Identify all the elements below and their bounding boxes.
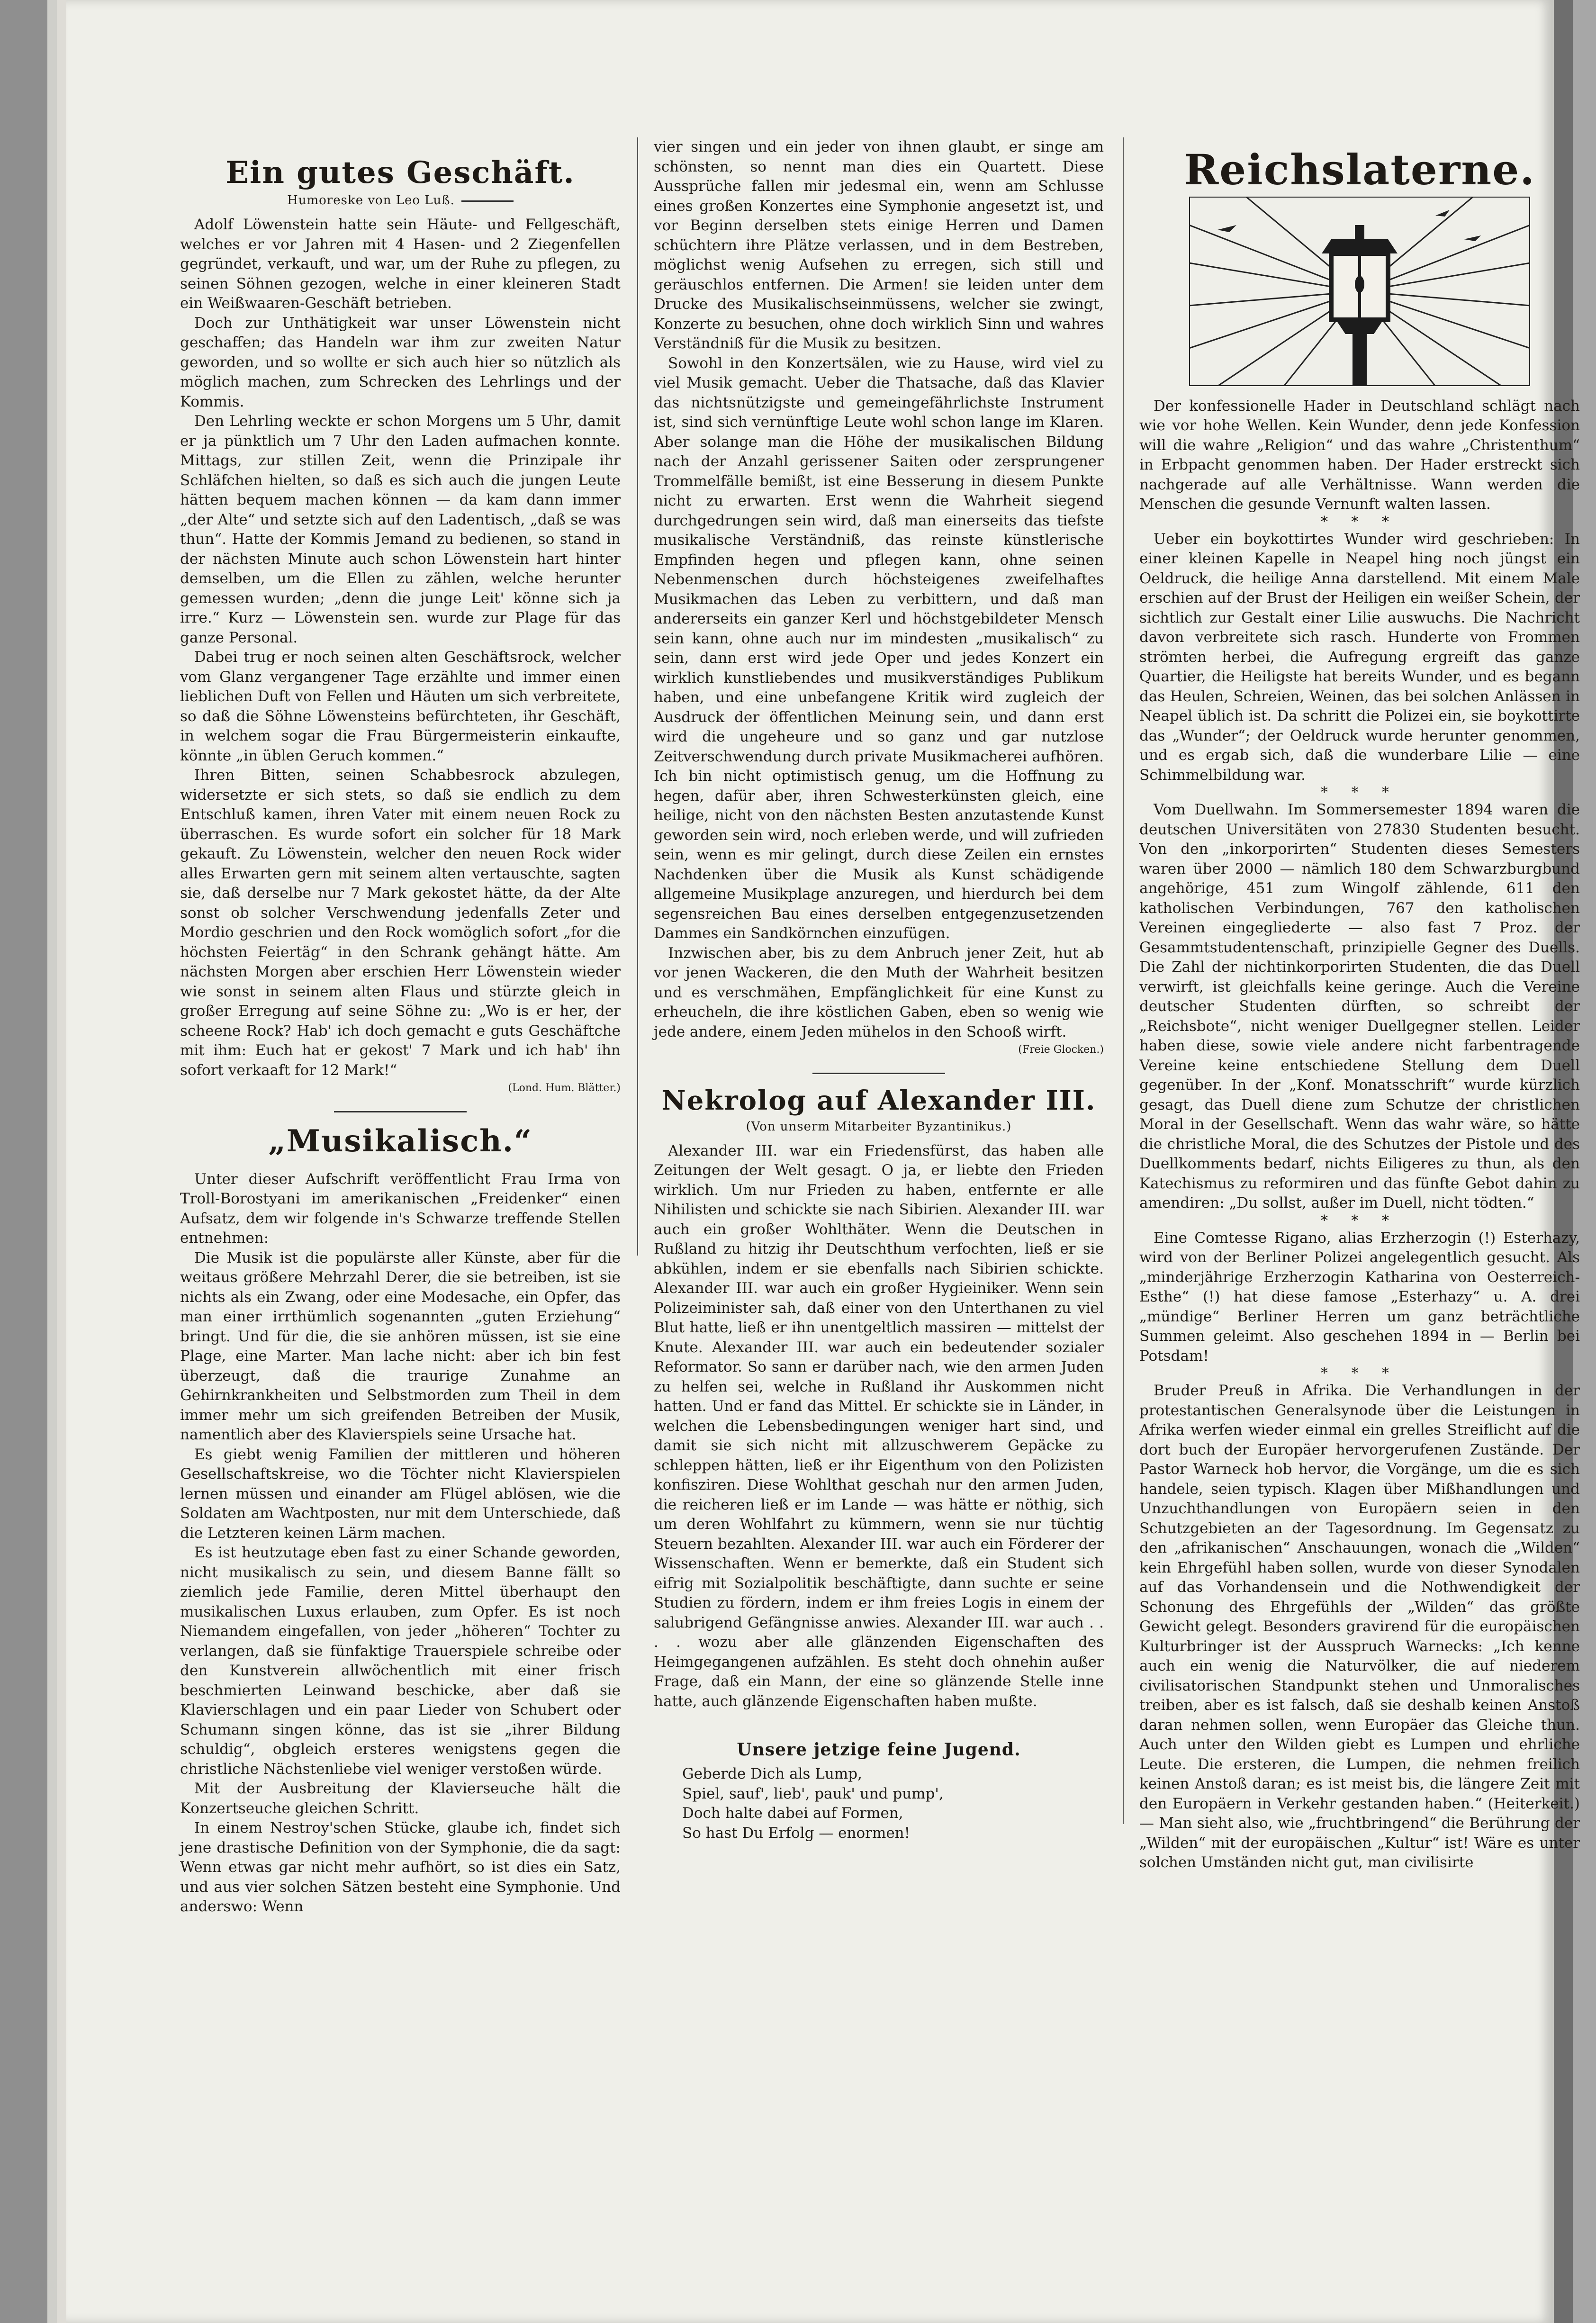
column-middle xyxy=(654,137,1104,1843)
article-paragraph: Ueber ein boykottirtes Wunder wird geschrieben: In einer kleinen Kapelle in Neapel hing noch jüngst ein Oeldruck, die heilige Anna darstellend. Mit einem Male erschien auf der Brust der Heiligen ein weißer Schein, der sichtlich zur Gestalt einer Lilie auswuchs. Die Nachricht davon verbreitete sich rasch. Hunderte von Frommen strömten herbei, die Aufregung ergreift das ganze Quartier, die Heiligste hat bereits Wunder, und es begann das Heulen, Schreien, Weinen, das bei solchen Anlässen in Neapel üblich ist. Da schritt die Polizei ein, sie boykottirte das „Wunder“; der Oeldruck wurde herunter genommen, und es ergab sich, daß die wunderbare Lilie — eine Schimmelbildung war. xyxy=(1139,530,1580,784)
section-rule xyxy=(334,1111,467,1112)
article-paragraph: Bruder Preuß in Afrika. Die Verhandlungen in der protestantischen Generalsynode über die Leistungen in Afrika werfen wieder einmal ein grelles Streiflicht auf die dort buch der Europäer hervorgerufenen Zustände. Der Pastor Warneck hob hervor, die Vorgänge, um die es sich handele, seien typisch. Klagen über Mißhandlungen und Unzuchthandlungen von Europäern seien in den Schutzgebieten an der Tagesordnung. Im Gegensatz zu den „afrikanischen“ Anschauungen, wonach die „Wilden“ kein Ehrgefühl haben sollen, wurde von dieser Synodalen auf das Vorhandensein und die Nothwendigkeit der Schonung des Ehrgefühls der „Wilden“ das größte Gewicht gelegt. Besonders gravirend für die europäischen Kulturbringer ist der Ausspruch Warnecks: „Ich kenne auch ein wenig die Naturvölker, die auf niederem civilisatorischen Standpunkt stehen und Unmoralisches treiben, aber es ist falsch, daß sie deshalb keinen Anstoß daran nehmen sollen, wenn Europäer das Gleiche thun. Auch unter den Wilden giebt es Lumpen und ehrliche Leute. Die ersteren, die Lumpen, die nehmen freilich keinen Anstoß daran; es ist meist bis, die längere Zeit mit den Europäern in Verkehr gestanden haben.“ (Heiterkeit.) — Man sieht also, wie „fruchtbringend“ die Berührung der „Wilden“ mit der europäischen „Kultur“ ist! Wäre es unter solchen Umständen nicht gut, man civilisirte xyxy=(1139,1382,1580,1871)
section-rule xyxy=(812,1073,945,1074)
article-paragraph: Alexander III. war ein Friedensfürst, das haben alle Zeitungen der Welt gesagt. O ja, er liebte den Frieden wirklich. Um nur Frieden zu haben, entfernte er alle Nihilisten und schickte sie nach Sibirien. Alexander III. war auch ein großer Wohlthäter. Wenn die Deutschen in Rußland zu hitzig ihr Deutschthum verfochten, ließ er sie abkühlen, indem er sie ebenfalls nach Sibirien schickte. Alexander III. war auch ein großer Hygieiniker. Wenn sein Polizeiminister sah, daß einer von den Unterthanen zu viel Blut hatte, ließ er ihn unentgeltlich massiren — mittelst der Knute. Alexander III. war auch ein bedeutender sozialer Reformator. So sann er darüber nach, wie den armen Juden zu helfen sei, welche in Rußland ihr Auskommen nicht hatten. Und er fand das Mittel. Er schickte sie in Länder, in welchen die Lebensbedingungen weniger hart sind, und damit sie sich nicht mit allzuschwerem Gepäcke zu schleppen hätten, ließ er ihr Eigenthum von den Polizisten konfisziren. Diese Wohlthat geschah nur den armen Juden, die reicheren ließ er im Lande — was hätte er nöthig, sich um deren Wohlfahrt zu kümmern, wenn sie nur tüchtig Steuern bezahlten. Alexander III. war auch ein Förderer der Wissenschaften. Wenn er bemerkte, daß ein Student sich eifrig mit Sozialpolitik beschäftigte, dann suchte er seine Studien zu fördern, indem er ihm freies Logis in einem der salubrigend Gefängnisse anwies. Alexander III. war auch . . . . wozu aber alle glänzenden Eigenschaften des Heimgegangenen aufzählen. Es steht doch ohnehin außer Frage, daß ein Mann, der eine so glänzende Stelle inne hatte, auch glänzende Eigenschaften haben mußte. xyxy=(654,1142,1104,1710)
poem-line: Spiel, sauf', lieb', pauk' und pump', xyxy=(682,1785,944,1802)
article-paragraph: Doch zur Unthätigkeit war unser Löwenstein nicht geschaffen; das Handeln war ihm zur zweiten Natur geworden, und so wollte er sich auch hier so nützlich als möglich machen, zum Schrecken des Lehrlings und der Kommis. xyxy=(180,314,621,410)
article-paragraph: Sowohl in den Konzertsälen, wie zu Hause, wird viel zu viel Musik gemacht. Ueber die Thatsache, daß das Klavier das nichtsnützigste und gemeingefährlichste Instrument ist, sind sich vernünftige Leute wohl schon lange im Klaren. Aber solange man die Höhe der musikalischen Bildung nach der Anzahl gerissener Saiten oder zersprungener Trommelfälle bemißt, ist eine Besserung in diesem Punkte nicht zu erwarten. Erst wenn die Wahrheit siegend durchgedrungen sein wird, daß man einerseits das tiefste musikalische Verständniß, das reinste künstlerische Empfinden hegen und pflegen kann, ohne seinen Nebenmenschen durch höchsteigenes zweifelhaftes Musikmachen das Leben zu verbittern, und daß man andererseits ein ganzer Kerl und höchstgebildeter Mensch sein kann, ohne auch nur im mindesten „musikalisch“ zu sein, dann erst wird jede Oper und jedes Konzert ein wirklich kunstliebendes und musikverständiges Publikum haben, und eine unbefangene Kritik wird zugleich der Ausdruck der öffentlichen Meinung sein, und dann erst wird die ungeheure und so ganz und gar nutzlose Zeitverschwendung durch private Musikmacherei aufhören. Ich bin nicht optimistisch genug, um die Hoffnung zu hegen, dafür aber, ihren Schwesterkünsten gleich, eine heilige, nicht von den nächsten Besten anzutastende Kunst geworden sein wird, noch erleben werde, und will zufrieden sein, wenn es mir gelingt, durch diese Zeilen ein ernstes Nachdenken über die Musik als Kunst schädigende allgemeine Musikplage anzuregen, und hierdurch bei dem segensreichen Bau eines derselben entgegenzusetzenden Dammes ein Sandkörnchen einzufügen. xyxy=(654,354,1104,942)
separator-stars: * * * xyxy=(1320,784,1399,801)
poem-line: So hast Du Erfolg — enormen! xyxy=(682,1824,911,1842)
article-paragraph: Die Musik ist die populärste aller Künste, aber für die weitaus größere Mehrzahl Derer, die sie betreiben, ist sie nichts als ein Zwang, oder eine Modesache, ein Opfer, das man einer irrthümlich sogenannten „guten Erziehung“ bringt. Und für die, die sie anhören müssen, ist sie eine Plage, eine Marter. Man lache nicht: aber ich bin fest überzeugt, daß die traurige Zunahme an Gehirnkrankheiten und Selbstmorden zum Theil in dem immer mehr um sich greifenden Betreiben der Musik, namentlich aber des Klavierspiels seine Ursache hat. xyxy=(180,1249,621,1444)
article-title: „Musikalisch.“ xyxy=(268,1123,532,1159)
article-byline: Humoreske von Leo Luß. xyxy=(180,193,621,208)
article-paragraph: Den Lehrling weckte er schon Morgens um 5 Uhr, damit er ja pünktlich um 7 Uhr den Laden aufmachen konnte. Mittags, zur stillen Zeit, wenn die Prinzipale ihr Schläfchen hielten, so daß es sich auch die jungen Leute hätten bequem machen können — da kam dann immer „der Alte“ und setzte sich auf den Ladentisch, „daß se was thun“. Hatte der Kommis Jemand zu bedienen, so stand in der nächsten Minute auch schon Löwenstein hart hinter demselben, um die Ellen zu zählen, welche herunter gemessen wurden; „denn die junge Leit' könne sich ja irre.“ Kurz — Löwenstein sen. wurde zur Plage für das ganze Personal. xyxy=(180,413,621,646)
article-title: Nekrolog auf Alexander III. xyxy=(661,1085,1096,1116)
article-paragraph: In einem Nestroy'schen Stücke, glaube ich, findet sich jene drastische Definition von der Symphonie, die da sagt: Wenn etwas gar nicht mehr aufhört, so ist dies ein Satz, und aus vier solchen Sätzen besteht eine Symphonie. Und anderswo: Wenn xyxy=(180,1819,621,1916)
article-paragraph: Es giebt wenig Familien der mittleren und höheren Gesellschaftskreise, wo die Töchter nicht Klavierspielen lernen müssen und einander am Flügel ablösen, wie die Soldaten am Wachtposten, nur mit dem Unterschiede, daß die Letzteren keinen Lärm machen. xyxy=(180,1446,621,1542)
article-paragraph: Dabei trug er noch seinen alten Geschäftsrock, welcher vom Glanz vergangener Tage erzählte und immer einen lieblichen Duft von Fellen und Häuten um sich verbreitete, so daß die Söhne Löwensteins befürchteten, ihr Geschäft, in welchem sogar die Frau Bürgermeisterin einkaufte, könnte „in üblen Geruch kommen.“ xyxy=(180,649,621,764)
article-paragraph: Mit der Ausbreitung der Klavierseuche hält die Konzertseuche gleichen Schritt. xyxy=(180,1780,621,1817)
article-paragraph: Adolf Löwenstein hatte sein Häute- und Fellgeschäft, welches er vor Jahren mit 4 Hasen- und 2 Ziegenfellen gegründet, verkauft, und war, um der Ruhe zu pflegen, zu seinen Söhnen gezogen, welche in einer kleineren Stadt ein Weißwaaren-Geschäft betrieben. xyxy=(180,216,621,312)
poem xyxy=(654,1764,1104,1843)
article-paragraph: Vom Duellwahn. Im Sommersemester 1894 waren die deutschen Universitäten von 27830 Studenten besucht. Von den „inkorporirten“ Studenten dieses Semesters waren über 2000 — nämlich 180 dem Schwarzburgbund angehörige, 451 zum Wingolf zählende, 611 den katholischen Verbindungen, 767 den katholischen Vereinen eingegliederte — also fast 7 Proz. der Gesammtstudentenschaft, prinzipielle Gegner des Duells. Die Zahl der nichtinkorporirten Studenten, die das Duell verwirft, ist gleichfalls keine geringe. Auch die Vereine deutscher Studenten dürften, so schreibt der „Reichsbote“, nicht weniger Duellgegner stellen. Leider haben diese, sowie viele andere nicht farbentragende Vereine keine entschiedene Stellung dem Duell gegenüber. In der „Konf. Monatsschrift“ wurde kürzlich gesagt, das Duell diene zum Schutze der christlichen Moral in der Gesellschaft. Wenn das wahr wäre, so hätte die christliche Moral, die des Schutzes der Pistole und des Duellkomments bedarf, nichts Eiligeres zu thun, als den Katechismus zu reformiren und das fünfte Gebot dahin zu amendiren: „Du sollst, außer im Duell, nicht tödten.“ xyxy=(1139,801,1580,1212)
poem-line: Doch halte dabei auf Formen, xyxy=(682,1805,903,1822)
article-source: (Freie Glocken.) xyxy=(1018,1044,1104,1056)
article-title: Ein gutes Geschäft. xyxy=(225,155,575,190)
article-source: (Lond. Hum. Blätter.) xyxy=(508,1082,621,1094)
article-paragraph: Inzwischen aber, bis zu dem Anbruch jener Zeit, hut ab vor jenen Wackeren, die den Muth der Wahrheit besitzen und es verschmähen, Empfänglichkeit für eine Kunst zu erheucheln, die ihre köstlichen Gaben, eben so wenig wie jede andere, einem Jeden mühelos in den Schooß wirft. xyxy=(654,944,1104,1040)
separator-stars: * * * xyxy=(1320,1365,1399,1382)
column-right xyxy=(1139,137,1580,1873)
section-title: Reichslaterne. xyxy=(1184,145,1535,194)
article-byline: (Von unserm Mitarbeiter Byzantinikus.) xyxy=(746,1119,1012,1134)
article-paragraph: Der konfessionelle Hader in Deutschland schlägt nach wie vor hohe Wellen. Kein Wunder, denn jede Konfession will die wahre „Religion“ und das wahre „Christenthum“ in Erbpacht genommen haben. Der Hader erstreckt sich nachgerade auf alle Verhältnisse. Wann werden die Menschen die gesunde Vernunft walten lassen. xyxy=(1139,397,1580,513)
article-paragraph: Ihren Bitten, seinen Schabbesrock abzulegen, widersetzte er sich stets, so daß sie endlich zu dem Entschluß kamen, ihren Vater mit einem neuen Rock zu überraschen. Es wurde sofort ein solcher für 18 Mark gekauft. Zu Löwenstein, welcher den neuen Rock wider alles Erwarten gern mit seinem alten vertauschte, sagten sie, daß derselbe nur 7 Mark gekostet hätte, da der Alte sonst ob solcher Verschwendung jedenfalls Zeter und Mordio geschrien und den Rock womöglich sofort „for die höchsten Feiertäg“ in den Schrank gehängt hätte. Am nächsten Morgen aber erschien Herr Löwenstein wieder wie sonst in seinem alten Flaus und stürzte gleich in großer Erregung auf seine Söhne zu: „Wo is er her, der scheene Rock? Hab' ich doch gemacht e guts Geschäftche mit ihm: Euch hat er gekost' 7 Mark und ich hab' ihn sofort verkaaft for 12 Mark!“ xyxy=(180,767,621,1079)
poem-title: Unsere jetzige feine Jugend. xyxy=(737,1740,1021,1760)
column-divider xyxy=(637,137,638,1256)
article-paragraph: Unter dieser Aufschrift veröffentlicht Frau Irma von Troll-Borostyani im amerikanischen „Freidenker“ einen Aufsatz, dem wir folgende in's Schwarze treffende Stellen entnehmen: xyxy=(180,1170,621,1247)
article-paragraph: vier singen und ein jeder von ihnen glaubt, er singe am schönsten, so nennt man dies ein Quartett. Diese Aussprüche fallen mir jedesmal ein, wenn am Schlusse eines großen Konzertes eine Symphonie angesetzt ist, und vor Beginn derselben stets einige Herren und Damen schüchtern ihre Plätze verlassen, und in dem Bestreben, möglichst wenig Aufsehen zu erregen, sich still und geräuschlos entfernen. Die Armen! sie leiden unter dem Drucke des Musikalischseinmüssens, welcher sie zwingt, Konzerte zu besuchen, ohne doch wirklich Sinn und wahres Verständniß für die Musik zu besitzen. xyxy=(654,138,1104,352)
article-paragraph: Eine Comtesse Rigano, alias Erzherzogin (!) Esterhazy, wird von der Berliner Polizei angelegentlich gesucht. Als „minderjährige Erzherzogin Katharina von Oesterreich-Esthe“ (!) hat diese famose „Esterhazy“ u. A. drei „mündige“ Berliner Herren um ganz beträchtliche Summen geleimt. Also geschehen 1894 in — Berlin bei Potsdam! xyxy=(1139,1229,1580,1365)
poem-line: Geberde Dich als Lump, xyxy=(682,1765,862,1783)
article-paragraph: Es ist heutzutage eben fast zu einer Schande geworden, nicht musikalisch zu sein, und diesem Banne fällt so ziemlich jede Familie, deren Mittel überhaupt den musikalischen Luxus erlauben, zum Opfer. Es ist noch Niemandem eingefallen, von jeder „höheren“ Tochter zu verlangen, daß sie fünfaktige Trauerspiele schreibe oder den Kunstverein allwöchentlich mit einer frisch beschmierten Leinwand beschicke, aber daß sie Klavierschlagen und ein paar Lieder von Schubert oder Schumann singen könne, das ist sie „ihrer Bildung schuldig“, obgleich ersteres wenigstens gegen die christliche Nächstenliebe viel weniger verstoßen würde. xyxy=(180,1544,621,1778)
separator-stars: * * * xyxy=(1320,1212,1399,1229)
street-lantern-illustration xyxy=(1189,197,1530,386)
column-divider xyxy=(1123,137,1124,1824)
separator-stars: * * * xyxy=(1320,513,1399,530)
column-left xyxy=(180,137,621,1917)
